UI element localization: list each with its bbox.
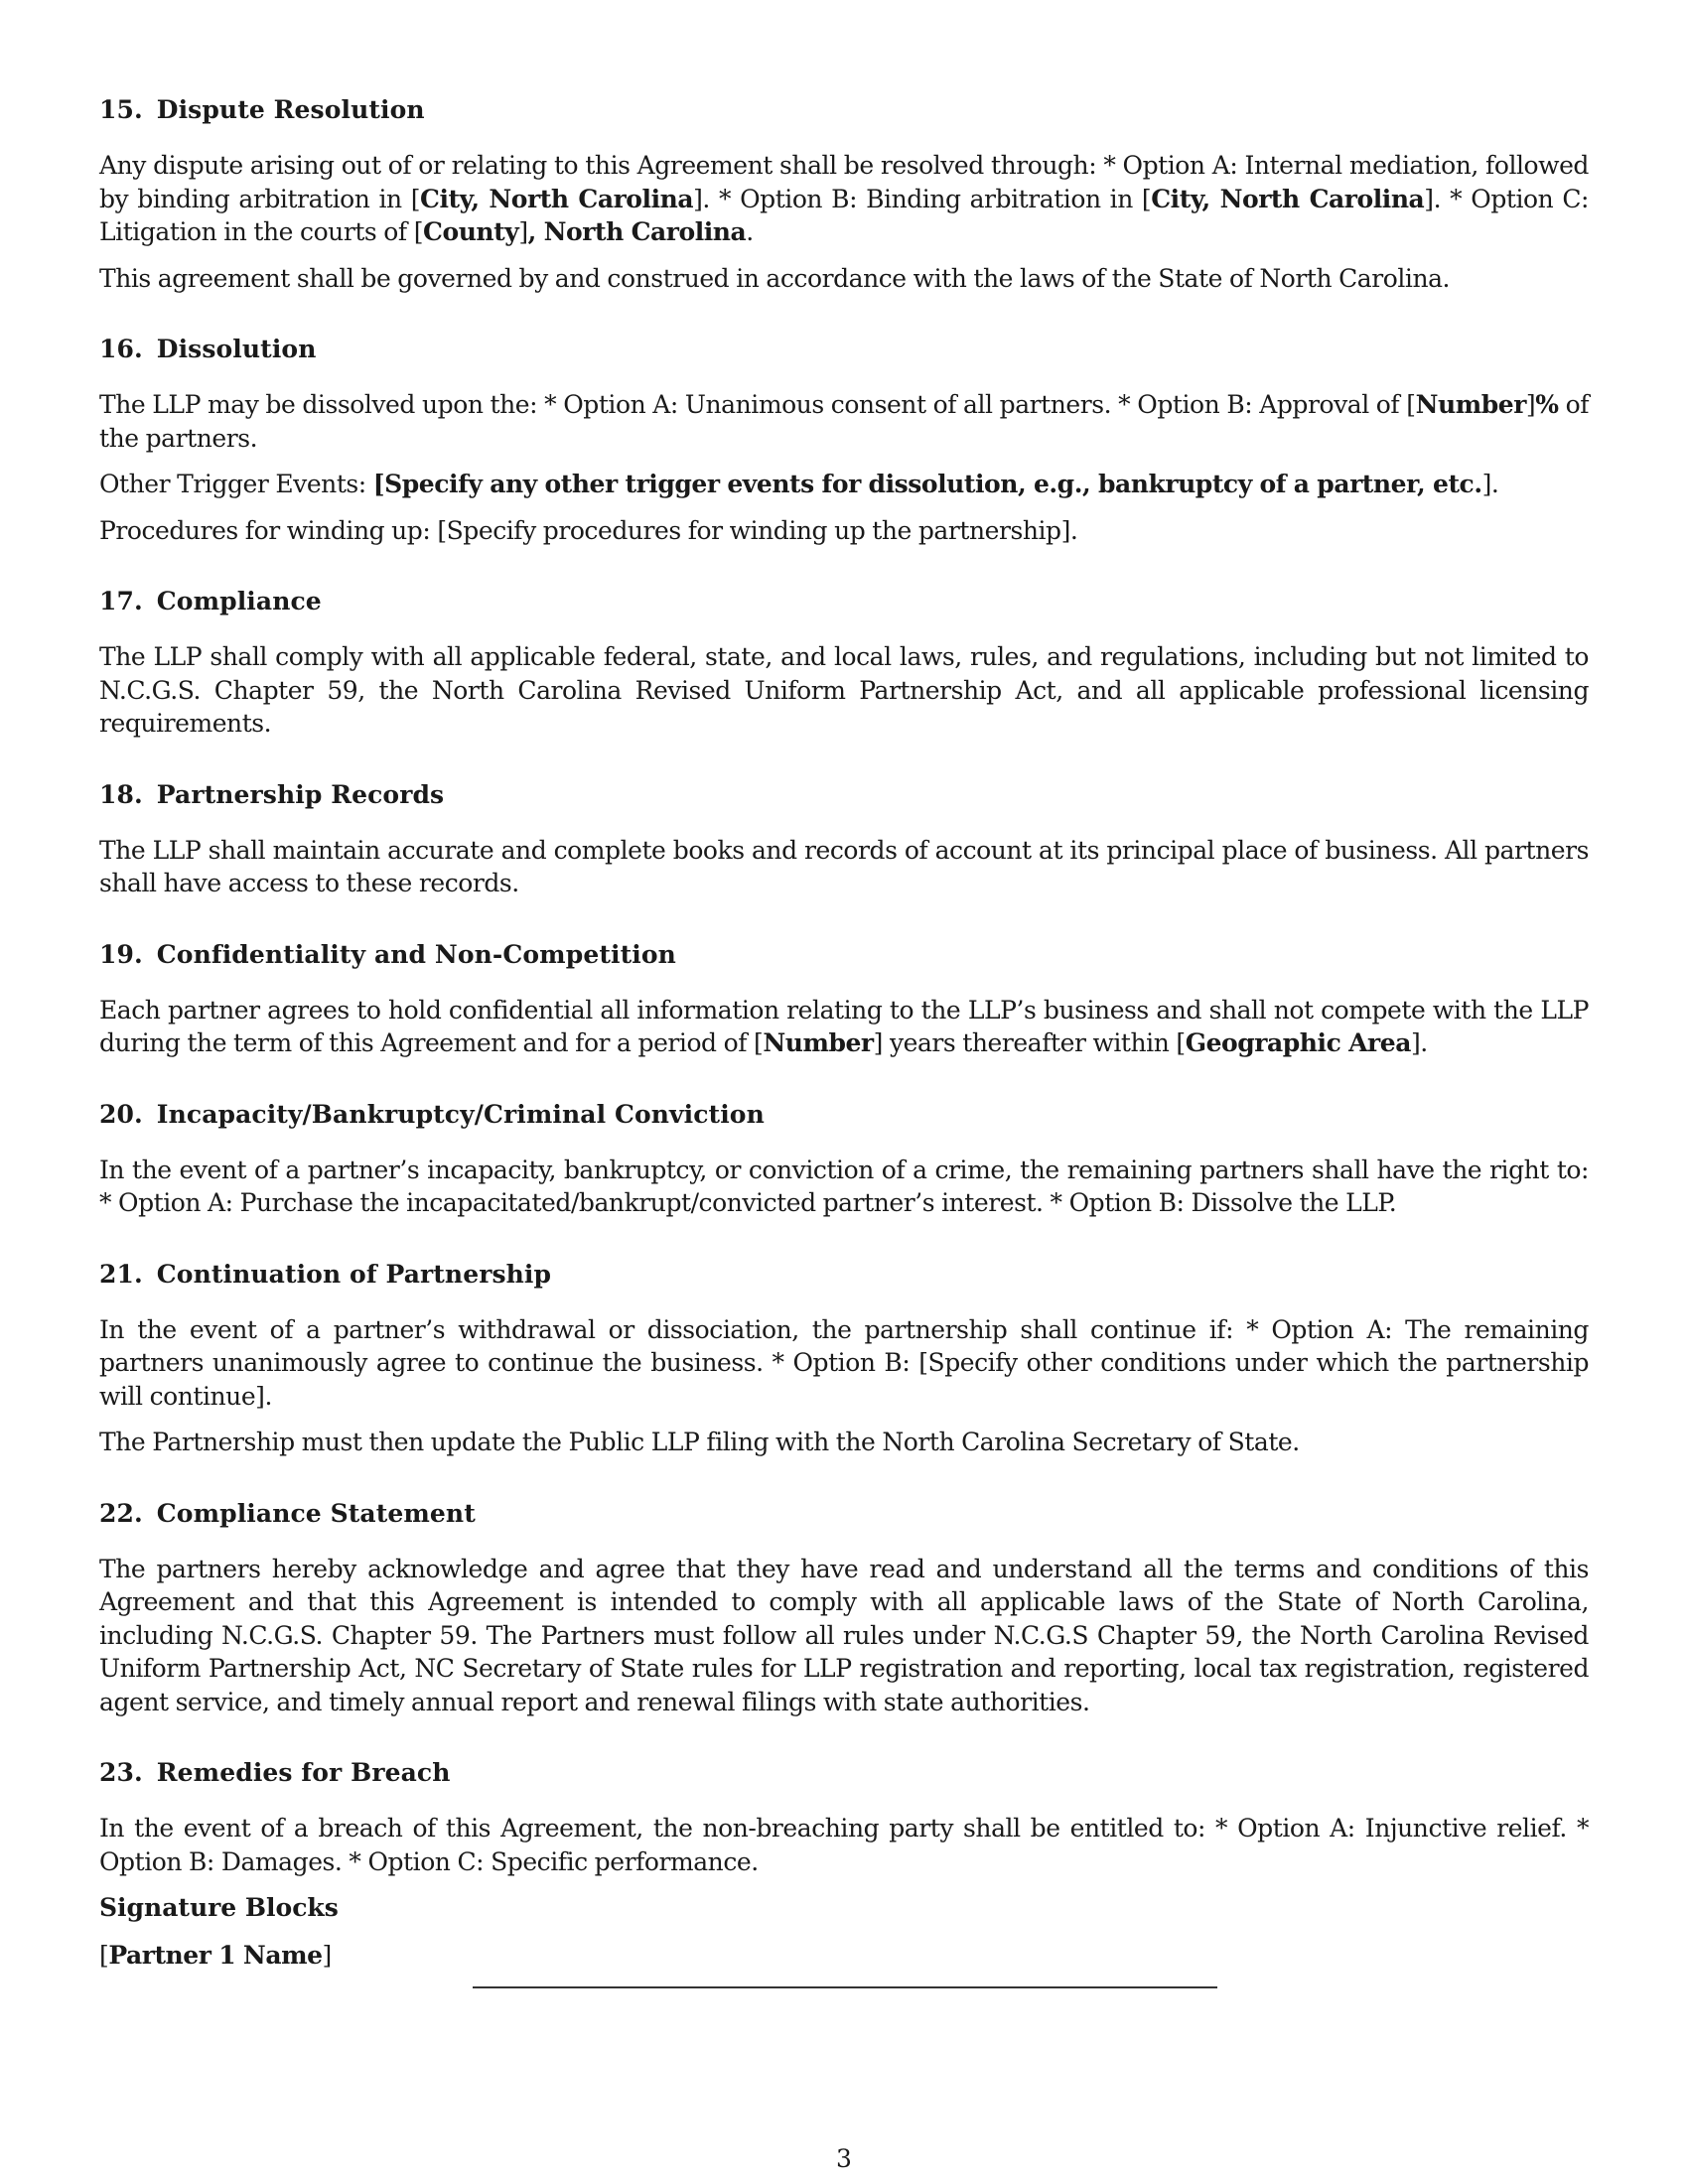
section-paragraph (99, 834, 1589, 900)
section-number: 15. (99, 95, 143, 124)
text-run: of the partners. (99, 390, 1590, 453)
section-paragraph (99, 468, 1589, 501)
placeholder-field: Number (763, 1028, 874, 1057)
section-23 (99, 1756, 1589, 1878)
text-run: The LLP shall comply with all applicable federal, state, and local laws, rules, and regulations, including but not limited to N.C.G.S. Chapter 59, the North Carolina Revised Uniform Partnership Act, and all applicable professional licensing requirements. (99, 642, 1589, 738)
text-run: The Partnership must then update the Public LLP filing with the North Carolina Secretary of State. (99, 1428, 1300, 1456)
text-run: Procedures for winding up: [Specify procedures for winding up the partnership]. (99, 515, 1078, 545)
section-21 (99, 1258, 1589, 1459)
section-paragraph (99, 1426, 1589, 1459)
placeholder-field: Number (1415, 390, 1526, 419)
page-number: 3 (836, 2144, 852, 2173)
section-title: Incapacity/Bankruptcy/Criminal Conviction (156, 1099, 765, 1129)
text-run: ]. * Option C: Litigation in the courts of [ (99, 184, 1589, 246)
section-title: Compliance (156, 587, 322, 615)
section-17 (99, 585, 1589, 741)
text-run: In the event of a breach of this Agreement, the non-breaching party shall be entitled to: * Option A: Injunctive relief. * Option B: Damages. * Option C: Specific performance. (99, 1814, 1589, 1876)
section-heading (99, 93, 1589, 127)
document-body (99, 93, 1589, 1878)
section-number: 21. (99, 1259, 143, 1289)
text-run: ] (518, 217, 528, 246)
text-run: This agreement shall be governed by and construed in accordance with the laws of the State of North Carolina. (99, 263, 1451, 293)
section-title: Dispute Resolution (156, 95, 425, 124)
text-run: ]. (1410, 1028, 1428, 1057)
section-title: Compliance Statement (156, 1498, 476, 1528)
section-title: Dissolution (156, 335, 317, 363)
section-18 (99, 778, 1589, 900)
section-number: 16. (99, 335, 143, 363)
placeholder-field: City, North Carolina (420, 184, 694, 213)
bracket-close: ] (322, 1941, 332, 1970)
section-title: Partnership Records (156, 779, 445, 809)
text-run: ] years thereafter within [ (873, 1028, 1186, 1057)
bracket-open: [ (99, 1941, 109, 1970)
section-paragraph (99, 1154, 1589, 1220)
partner-1-name-placeholder (99, 1939, 1589, 1973)
placeholder-field: % (1535, 390, 1559, 419)
signature-line (473, 1986, 1217, 1988)
placeholder-field: County (423, 217, 519, 246)
section-heading (99, 1098, 1589, 1132)
section-heading (99, 778, 1589, 812)
text-run: In the event of a partner’s withdrawal or dissociation, the partnership shall continue if: * Option A: The remaining partners unanimously agree to continue the business. * Option B: [Specify other conditions under which the partnership will continue]. (99, 1314, 1589, 1411)
section-heading (99, 1756, 1589, 1790)
section-number: 23. (99, 1758, 143, 1787)
section-paragraph (99, 262, 1589, 296)
section-title: Remedies for Breach (156, 1758, 451, 1787)
section-paragraph (99, 640, 1589, 741)
signature-heading: Signature Blocks (99, 1893, 339, 1922)
section-16 (99, 333, 1589, 547)
text-run: The LLP shall maintain accurate and complete books and records of account at its principal place of business. All partners shall have access to these records. (99, 835, 1589, 897)
section-number: 18. (99, 779, 143, 809)
section-20 (99, 1098, 1589, 1220)
section-number: 20. (99, 1099, 143, 1129)
section-number: 19. (99, 939, 143, 969)
placeholder-field: [Specify any other trigger events for dissolution, e.g., bankruptcy of a partner, etc. (372, 470, 1482, 498)
text-run: Other Trigger Events: (99, 470, 373, 498)
section-heading (99, 1258, 1589, 1292)
section-heading (99, 333, 1589, 366)
signature-blocks (99, 1891, 1589, 1973)
text-run: ] (1525, 390, 1536, 419)
text-run: ]. (1481, 470, 1499, 498)
text-run: Any dispute arising out of or relating to this Agreement shall be resolved through: * Option A: Internal mediation, followed by binding arbitration in [ (99, 151, 1589, 213)
section-paragraph (99, 514, 1589, 548)
text-run: Each partner agrees to hold confidential all information relating to the LLP’s business and shall not compete with the LLP during the term of this Agreement and for a period of [ (99, 995, 1589, 1057)
section-paragraph (99, 388, 1589, 455)
section-title: Confidentiality and Non-Competition (156, 939, 676, 969)
section-title: Continuation of Partnership (156, 1259, 552, 1289)
text-run: The partners hereby acknowledge and agree that they have read and understand all the terms and conditions of this Agreement and that this Agreement is intended to comply with all applicable laws of the State of North Carolina, including N.C.G.S. Chapter 59. The Partners must follow all rules under N.C.G.S Chapter 59, the North Carolina Revised Uniform Partnership Act, NC Secretary of State rules for LLP registration and reporting, local tax registration, registered agent service, and timely annual report and renewal filings with state authorities. (99, 1554, 1589, 1716)
section-paragraph (99, 994, 1589, 1060)
section-19 (99, 938, 1589, 1060)
section-heading (99, 938, 1589, 972)
section-paragraph (99, 1812, 1589, 1878)
section-heading (99, 1497, 1589, 1531)
text-run: ]. * Option B: Binding arbitration in [ (693, 184, 1152, 213)
section-paragraph (99, 149, 1589, 249)
section-heading (99, 585, 1589, 618)
section-15 (99, 93, 1589, 295)
section-number: 22. (99, 1498, 143, 1528)
document-page (99, 93, 1589, 1973)
section-paragraph (99, 1553, 1589, 1719)
text-run: . (746, 217, 754, 246)
section-paragraph (99, 1313, 1589, 1414)
placeholder-field: City, North Carolina (1151, 184, 1425, 213)
placeholder-field: , North Carolina (527, 217, 747, 246)
text-run: In the event of a partner’s incapacity, bankruptcy, or conviction of a crime, the remaining partners shall have the right to: * Option A: Purchase the incapacitated/bankrupt/convicted partner’s interest. * Option B: Dissolve the LLP. (99, 1155, 1589, 1217)
section-22 (99, 1497, 1589, 1719)
partner-1-name: Partner 1 Name (108, 1941, 323, 1970)
text-run: The LLP may be dissolved upon the: * Option A: Unanimous consent of all partners. * Option B: Approval of [ (99, 390, 1416, 419)
placeholder-field: Geographic Area (1185, 1028, 1411, 1057)
section-number: 17. (99, 587, 143, 615)
